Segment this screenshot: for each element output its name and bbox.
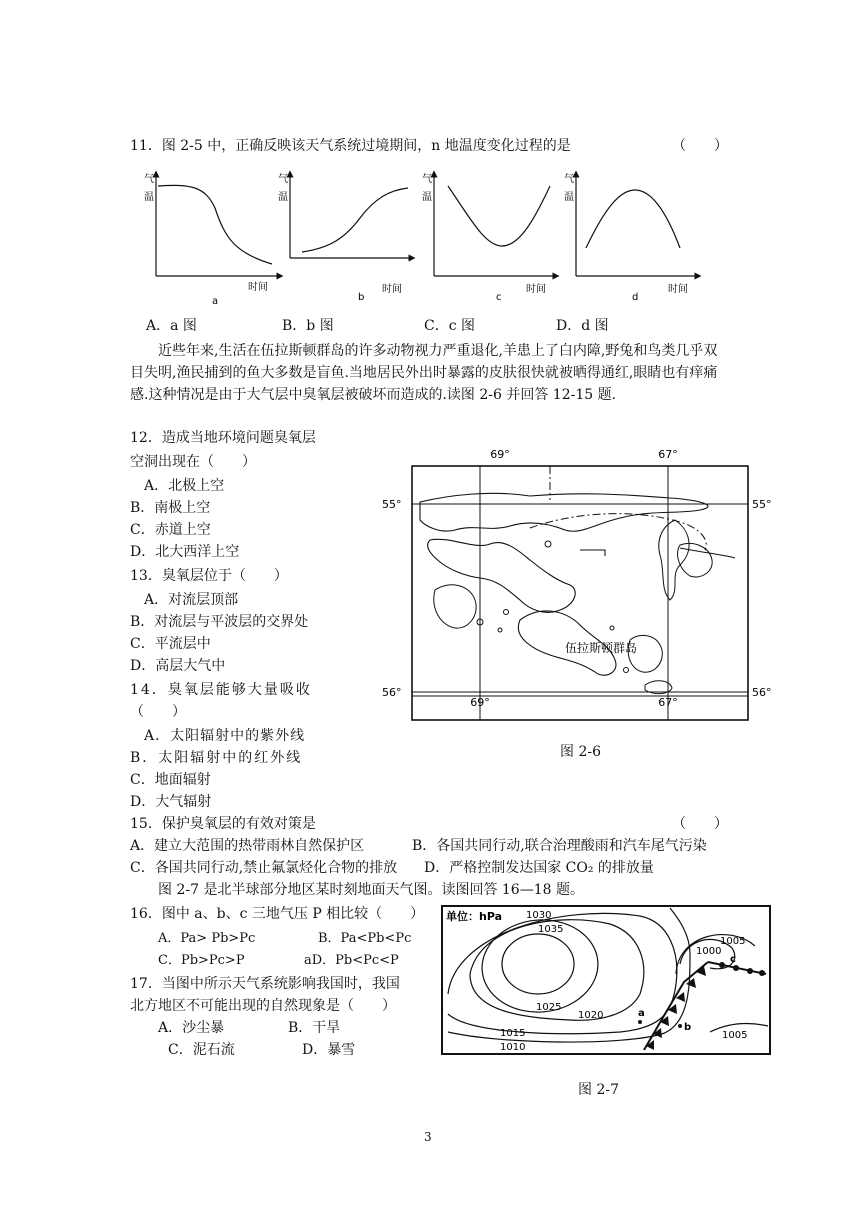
isobar-1010: 1010 [500,1042,526,1053]
graph-c-xlabel: 时间 [526,284,546,295]
q13-option-c: C．平流层中 [130,636,211,652]
isobar-1005-top: 1005 [720,936,746,947]
graph-a-xlabel: 时间 [248,282,268,293]
map26-lon-bottom-2: 67° [658,696,678,709]
q13-option-b: B．对流层与平波层的交界处 [130,614,309,630]
q11-bracket: （ ） [672,138,728,154]
q15-option-b: B．各国共同行动,联合治理酸雨和汽车尾气污染 [412,838,707,854]
q15-option-c: C．各国共同行动,禁止氟氯烃化合物的排放 [130,860,398,876]
q17-option-b: B．干旱 [288,1020,341,1036]
isobar-1035: 1035 [538,924,564,935]
isobar-1005-bottom: 1005 [722,1030,748,1041]
q11-option-a: A．a 图 [146,318,197,334]
isobar-1000: 1000 [696,946,722,957]
q17-option-a: A．沙尘暴 [158,1020,225,1036]
q14-line1: 14．臭氧层能够大量吸收 [130,682,312,698]
q15-bracket: （ ） [672,816,728,832]
q17-line1: 17．当图中所示天气系统影响我国时，我国 [130,976,400,992]
q14-line2: （ ） [130,704,186,720]
q14-option-c: C．地面辐射 [130,772,211,788]
map26-lat-bottom-left: 56° [382,686,402,699]
graph-c-ylabel-2: 温 [422,192,432,203]
graph-d [564,173,698,303]
q13-text: 13．臭氧层位于（ ） [130,568,288,584]
map26-lat-bottom-right: 56° [752,686,772,699]
map26-lon-top-2: 67° [658,448,678,461]
intro-2-7: 图 2-7 是北半球部分地区某时刻地面天气图。读图回答 16—18 题。 [158,882,584,898]
q12-option-c: C．赤道上空 [130,522,211,538]
graph-b [278,173,412,303]
q15-option-a: A．建立大范围的热带雨林自然保护区 [130,838,365,854]
q16-text: 16．图中 a、b、c 三地气压 P 相比较（ ） [130,906,425,922]
graph-a-ylabel-2: 温 [144,192,154,203]
graph-b-xlabel: 时间 [382,284,402,295]
map26-caption: 图 2-6 [560,744,601,760]
q12-line2: 空洞出现在（ ） [130,454,256,470]
q16-option-b: B．Pa<Pb<Pc [318,931,412,946]
graph-d-ylabel-1: 气 [564,174,574,185]
point-c: c [730,954,736,965]
graph-c-ylabel-1: 气 [422,174,432,185]
q14-option-b: B．太阳辐射中的红外线 [130,750,303,766]
map26-lat-top-left: 55° [382,498,402,511]
map-2-6 [380,440,780,730]
graph-a-label: a [212,296,219,307]
graph-a [144,173,280,307]
q17-line2: 北方地区不可能出现的自然现象是（ ） [130,998,396,1014]
graph-d-label: d [632,292,639,303]
q17-option-d: D．暴雪 [302,1042,356,1058]
q16-option-c: C．Pb>Pc>P [158,953,245,968]
q11-graphs [130,168,710,308]
isobar-1020: 1020 [578,1010,604,1021]
map27-unit: 单位：hPa [446,910,503,923]
page-number: 3 [424,1130,432,1144]
q17-option-c: C．泥石流 [168,1042,235,1058]
graph-c-label: c [496,292,502,303]
isobar-1015: 1015 [500,1028,526,1039]
point-a: a [638,1008,645,1019]
q13-option-a: A．对流层顶部 [144,592,239,608]
point-b: b [684,1022,692,1033]
isobar-1025: 1025 [536,1002,562,1013]
q12-option-a: A．北极上空 [144,478,225,494]
q14-option-d: D．大气辐射 [130,794,212,810]
q12-option-d: D．北大西洋上空 [130,544,240,560]
isobar-1030: 1030 [526,910,552,921]
q14-option-a: A．太阳辐射中的紫外线 [144,728,306,744]
q11-option-d: D．d 图 [556,318,609,334]
map26-lat-top-right: 55° [752,498,772,511]
q12-option-b: B．南极上空 [130,500,211,516]
q12-line1: 12．造成当地环境问题臭氧层 [130,430,316,446]
map26-lon-top-1: 69° [490,448,510,461]
graph-b-ylabel-1: 气 [278,174,288,185]
graph-d-xlabel: 时间 [668,284,688,295]
intro-paragraph: 近些年来,生活在伍拉斯顿群岛的许多动物视力严重退化,羊患上了白内障,野兔和鸟类几乎双目失明,渔民捕到的鱼大多数是盲鱼.当地居民外出时暴露的皮肤很快就被晒得通红,眼睛也有痒痛感.这种情况是由于大气层中臭氧层被破坏而造成的.读图 2-6 并回答 12-15 题. [130,343,718,403]
map-2-7 [440,904,774,1056]
q13-option-d: D．高层大气中 [130,658,226,674]
graph-a-ylabel-1: 气 [144,174,154,185]
q11-text: 11．图 2-5 中，正确反映该天气系统过境期间，n 地温度变化过程的是 [130,138,571,154]
map26-island-label: 伍拉斯顿群岛 [565,641,638,655]
map26-lon-bottom-1: 69° [470,696,490,709]
graph-b-label: b [358,292,365,303]
q16-option-a: A．Pa> Pb>Pc [158,931,256,946]
graph-c [422,173,556,303]
graph-b-ylabel-2: 温 [278,192,288,203]
graph-d-ylabel-2: 温 [564,192,574,203]
q15-text: 15．保护臭氧层的有效对策是 [130,816,316,832]
q11-option-b: B．b 图 [282,318,334,334]
map27-caption: 图 2-7 [578,1082,619,1098]
q11-option-c: C．c 图 [424,318,476,334]
q16-option-d: aD．Pb<Pc<P [304,953,399,968]
q15-option-d: D．严格控制发达国家 CO₂ 的排放量 [424,860,654,876]
